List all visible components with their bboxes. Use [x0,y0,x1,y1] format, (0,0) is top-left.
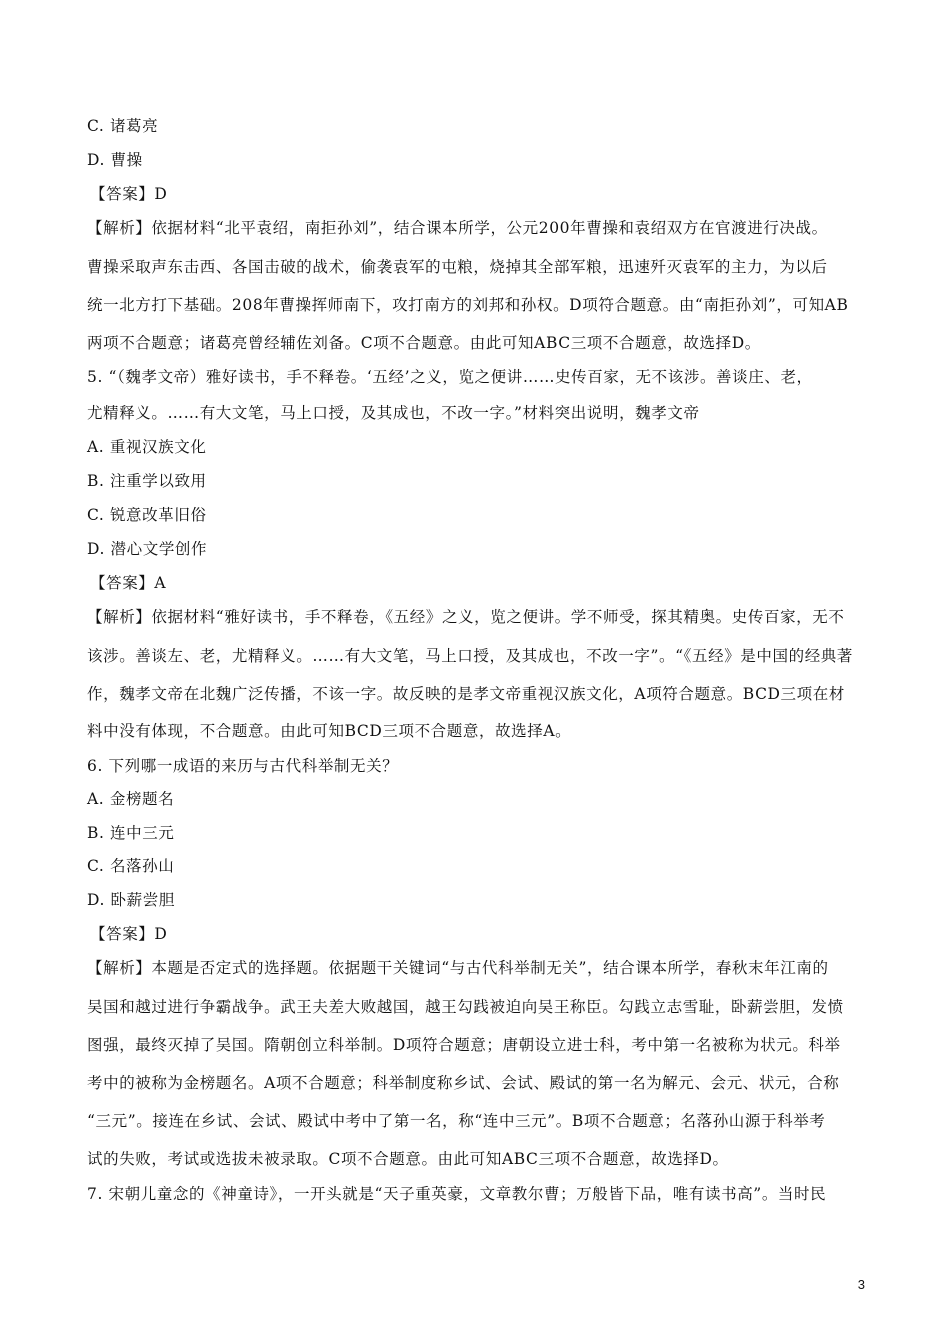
q6-analysis-line: 图强，最终灭掉了吴国。隋朝创立科举制。D项符合题意；唐朝设立进士科，考中第一名被称为状元。科举 [87,1036,841,1054]
q6-analysis-line: 考中的被称为金榜题名。A项不合题意；科举制度称乡试、会试、殿试的第一名为解元、会元、状元，合称 [87,1074,840,1092]
q6-option-a: A. 金榜题名 [87,790,175,808]
q6-analysis-line: 试的失败，考试或选拔未被录取。C项不合题意。由此可知ABC三项不合题意，故选择D。 [87,1150,729,1168]
q6-analysis-line: 吴国和越过进行争霸战争。武王夫差大败越国，越王勾践被迫向吴王称臣。勾践立志雪耻，卧薪尝胆，发愤 [87,998,844,1016]
q5-stem-line: 尤精释义。……有大文笔，马上口授，及其成也，不改一字。”材料突出说明，魏孝文帝 [87,404,700,422]
q4-analysis-line: 两项不合题意；诸葛亮曾经辅佐刘备。C项不合题意。由此可知ABC三项不合题意，故选择D。 [87,334,761,352]
q6-option-b: B. 连中三元 [87,824,175,842]
q4-analysis-line: 【解析】依据材料“北平袁绍，南拒孙刘”，结合课本所学，公元200年曹操和袁绍双方在官渡进行决战。 [87,219,828,237]
q5-option-a: A. 重视汉族文化 [87,438,207,456]
q4-option-d: D. 曹操 [87,151,143,169]
q5-stem-line: 5. “（魏孝文帝）雅好读书，手不释卷。‘五经’之义，览之便讲……史传百家，无不该涉。善谈庄、老， [87,368,813,386]
q5-analysis-line: 该涉。善谈左、老，尤精释义。……有大文笔，马上口授，及其成也，不改一字”。“《五经》是中国的经典著 [87,647,854,665]
q7-stem: 7. 宋朝儿童念的《神童诗》，一开头就是“天子重英豪，文章教尔曹；万般皆下品，唯有读书高”。当时民 [87,1185,827,1203]
q6-option-c: C. 名落孙山 [87,857,175,875]
q5-analysis-line: 料中没有体现，不合题意。由此可知BCD三项不合题意，故选择A。 [87,722,572,740]
q4-option-c: C. 诸葛亮 [87,117,159,135]
q5-option-d: D. 潜心文学创作 [87,540,208,558]
q4-analysis-line: 曹操采取声东击西、各国击破的战术，偷袭袁军的屯粮，烧掉其全部军粮，迅速歼灭袁军的主力，为以后 [87,258,828,276]
page-number: 3 [857,1277,865,1292]
q5-analysis-line: 【解析】依据材料“雅好读书，手不释卷，《五经》之义，览之便讲。学不师受，探其精奥。史传百家，无不 [87,608,845,626]
q6-analysis-line: “三元”。接连在乡试、会试、殿试中考中了第一名，称“连中三元”。B项不合题意；名落孙山源于科举考 [87,1112,826,1130]
q6-option-d: D. 卧薪尝胆 [87,891,175,909]
q5-option-b: B. 注重学以致用 [87,472,207,490]
q6-answer: 【答案】D [90,925,168,943]
q5-analysis-line: 作，魏孝文帝在北魏广泛传播，不该一字。故反映的是孝文帝重视汉族文化，A项符合题意。BCD三项在材 [87,685,845,703]
q4-answer: 【答案】D [90,185,168,203]
q4-analysis-line: 统一北方打下基础。208年曹操挥师南下，攻打南方的刘邦和孙权。D项符合题意。由“南拒孙刘”，可知AB [87,296,849,314]
q6-analysis-line: 【解析】本题是否定式的选择题。依据题干关键词“与古代科举制无关”，结合课本所学，春秋末年江南的 [87,959,829,977]
q5-option-c: C. 锐意改革旧俗 [87,506,207,524]
q6-stem: 6. 下列哪一成语的来历与古代科举制无关？ [87,757,399,775]
q5-answer: 【答案】A [90,574,167,592]
